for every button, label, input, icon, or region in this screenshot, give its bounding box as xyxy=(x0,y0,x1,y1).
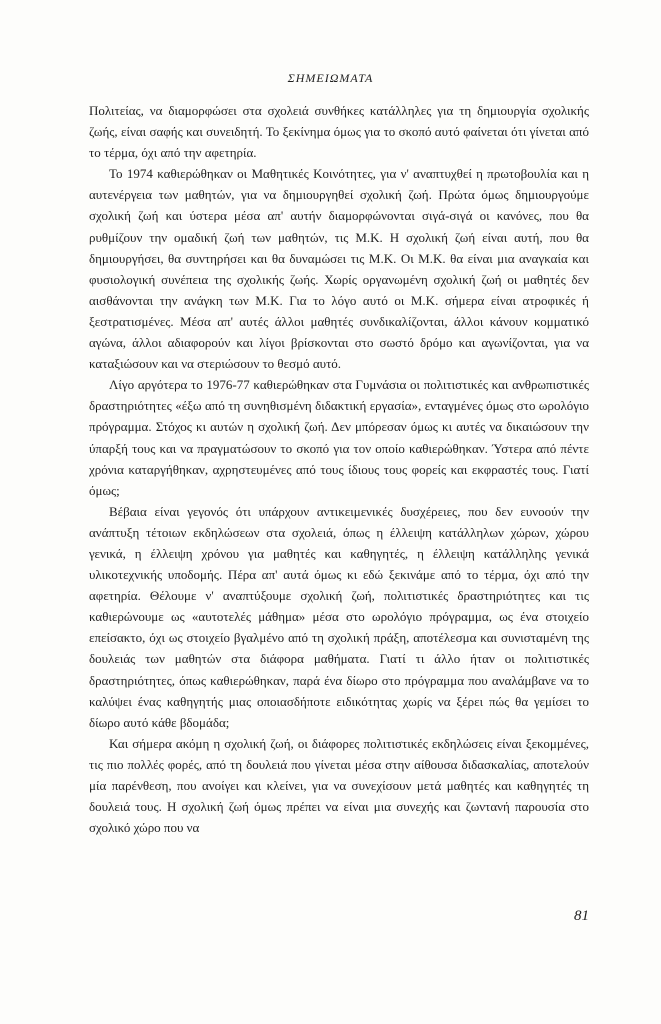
running-head: ΣΗΜΕΙΩΜΑΤΑ xyxy=(287,71,374,85)
paragraph: Βέβαια είναι γεγονός ότι υπάρχουν αντικειμενικές δυσχέρειες, που δεν ευνοούν την ανάπτυξη τέτοιων εκδηλώσεων στα σχολειά, όπως η έλλειψη κατάλληλων χώρων, χώρου γενικά, η έλλειψη χρόνου για μαθητές και καθηγητές, η έλλειψη κατάλληλης γενικά υλικοτεχνικής υποδομής. Πέρα απ' αυτά όμως κι εδώ ξεκινάμε από το τέρμα, όχι από την αφετηρία. Θέλουμε ν' αναπτύξουμε σχολική ζωή, πολιτιστικές δραστηριότητες και τις καθιερώνουμε ως «αυτοτελές μάθημα» μέσα στο ωρολόγιο πρόγραμμα, ως ένα στοιχείο επείσακτο, όχι ως στοιχείο βγαλμένο από τη σχολική πράξη, αποτέλεσμα και συνισταμένη της δουλειάς των μαθητών στα διάφορα μαθήματα. Γιατί τι άλλο ήταν οι πολιτιστικές δραστηριότητες, όπως καθιερώθηκαν, παρά ένα δίωρο στο πρόγραμμα που αναλάμβανε να το καλύψει ένας καθηγητής μιας οποιασδήποτε ειδικότητας χωρίς να ξέρει πώς θα γεμίσει το δίωρο αυτό κάθε βδομάδα; xyxy=(89,503,589,730)
paragraph: Και σήμερα ακόμη η σχολική ζωή, οι διάφορες πολιτιστικές εκδηλώσεις είναι ξεκομμένες, τις πιο πολλές φορές, από τη δουλειά που γίνεται μέσα στην αίθουσα διδασκαλίας, αποτελούν μία παρένθεση, που ανοίγει και κλείνει, για να συνεχίσουν μετά μαθητές και καθηγητές τη δουλειά τους. Η σχολική ζωή όμως πρέπει να είναι μια συνεχής και ζωντανή παρουσία στο σχολικό χώρο που να xyxy=(89,735,589,836)
paragraph: Λίγο αργότερα το 1976-77 καθιερώθηκαν στα Γυμνάσια οι πολιτιστικές και ανθρωπιστικές δραστηριότητες «έξω από τη συνηθισμένη διδακτική εργασία», ενταγμένες όμως στο ωρολόγιο πρόγραμμα. Στόχος κι αυτών η σχολική ζωή. Δεν μπόρεσαν όμως κι αυτές να δικαιώσουν την ύπαρξή τους και να πραγματώσουν το σκοπό για τον οποίο καθιερώθηκαν. Ύστερα από πέντε χρόνια καταργήθηκαν, αχρηστευμένες από τους ίδιους τους φορείς και εκφραστές τους. Γιατί όμως; xyxy=(89,377,589,498)
page-number: 81 xyxy=(574,908,589,924)
paragraph: Το 1974 καθιερώθηκαν οι Μαθητικές Κοινότητες, για ν' αναπτυχθεί η πρωτοβουλία και η αυτενέργεια των μαθητών, για να δημιουργηθεί σχολική ζωή. Πρώτα όμως δημιουργούμε σχολική ζωή και ύστερα μέσα απ' αυτήν διαμορφώνονται σιγά-σιγά οι κανόνες, που θα ρυθμίζουν την ομαδική ζωή των μαθητών, τις Μ.Κ. Η σχολική ζωή είναι αυτή, που θα δημιουργήσει, θα συντηρήσει και θα δυναμώσει τις Μ.Κ. Οι Μ.Κ. θα είναι μια αναγκαία και φυσιολογική συνέπεια της σχολικής ζωής. Χωρίς οργανωμένη σχολική ζωή οι μαθητές δεν αισθάνονται την ανάγκη των Μ.Κ. Για το λόγο αυτό οι Μ.Κ. σήμερα είναι ατροφικές ή ξεστρατισμένες. Μέσα απ' αυτές άλλοι μαθητές συνδικαλίζονται, άλλοι κάνουν κομματικό αγώνα, άλλοι αδιαφορούν και λίγοι βρίσκονται στο σωστό δρόμο και αγωνίζονται, για να καταξιώσουν και να στεριώσουν το θεσμό αυτό. xyxy=(89,166,589,372)
paragraph-continuation: Πολιτείας, να διαμορφώσει στα σχολειά συνθήκες κατάλληλες για τη δημιουργία σχολικής ζωής, είναι σαφής και συνειδητή. Το ξεκίνημα όμως για το σκοπό αυτό φαίνεται ότι γίνεται από το τέρμα, όχι από την αφετηρία. xyxy=(89,103,589,161)
body-text xyxy=(89,100,589,838)
